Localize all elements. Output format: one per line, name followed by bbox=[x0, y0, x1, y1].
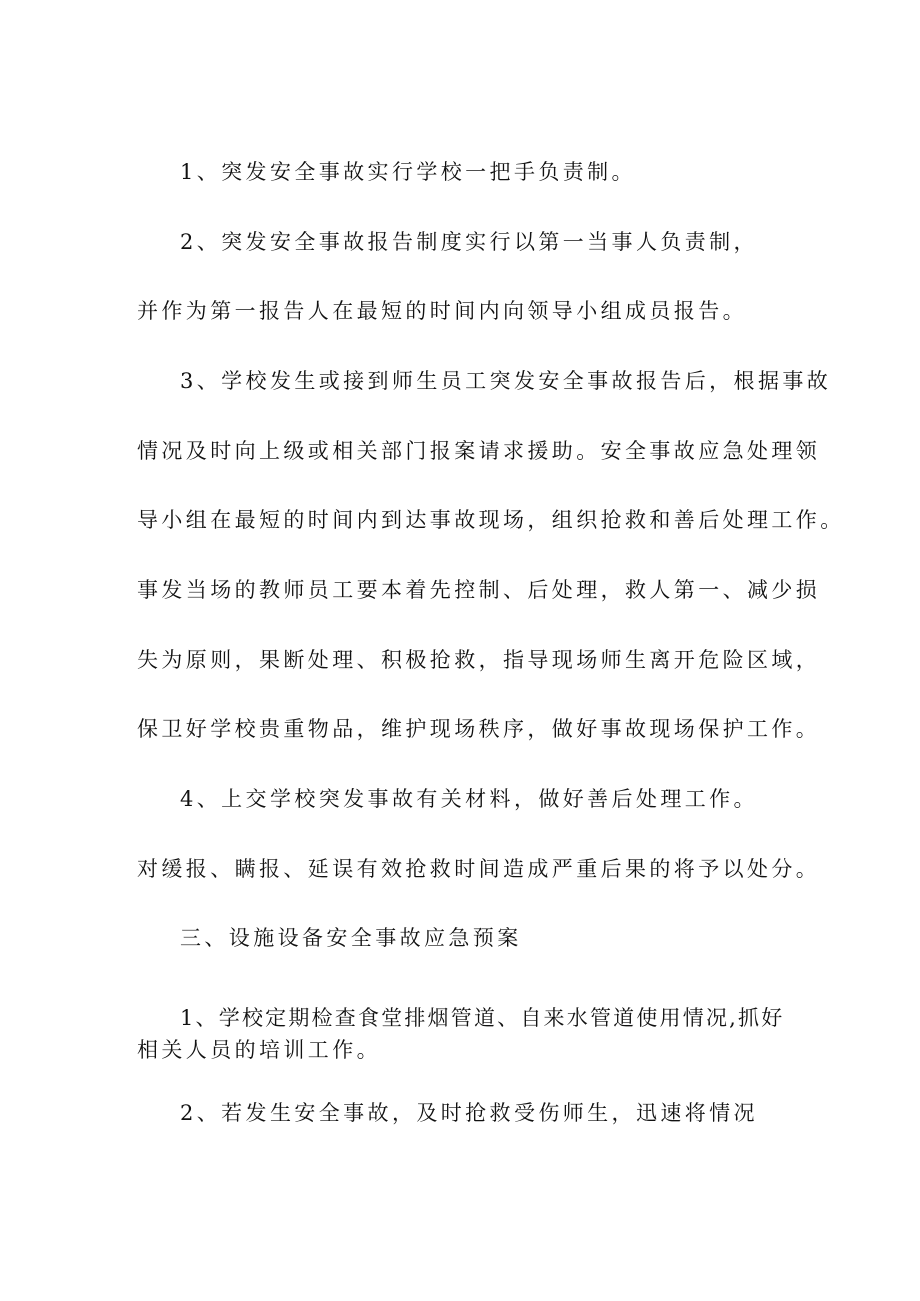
paragraph-line-9: 保卫好学校贵重物品，维护现场秩序，做好事故现场保护工作。 bbox=[137, 717, 821, 741]
paragraph-line-10: 4、上交学校突发事故有关材料，做好善后处理工作。 bbox=[180, 787, 758, 811]
paragraph-line-11: 对缓报、瞒报、延误有效抢救时间造成严重后果的将予以处分。 bbox=[137, 857, 821, 881]
paragraph-line-7: 事发当场的教师员工要本着先控制、后处理，救人第一、减少损 bbox=[137, 578, 821, 602]
paragraph-line-6: 导小组在最短的时间内到达事故现场，组织抢救和善后处理工作。 bbox=[137, 508, 845, 532]
paragraph-line-5: 情况及时向上级或相关部门报案请求援助。安全事故应急处理领 bbox=[137, 439, 821, 463]
paragraph-line-3: 并作为第一报告人在最短的时间内向领导小组成员报告。 bbox=[137, 299, 747, 323]
paragraph-line-1: 1、突发安全事故实行学校一把手负责制。 bbox=[180, 160, 636, 184]
paragraph-line-15: 2、若发生安全事故，及时抢救受伤师生，迅速将情况 bbox=[180, 1101, 758, 1125]
paragraph-line-13: 1、学校定期检查食堂排烟管道、自来水管道使用情况,抓好 bbox=[180, 1006, 785, 1030]
paragraph-line-14: 相关人员的培训工作。 bbox=[137, 1038, 381, 1062]
section-heading: 三、设施设备安全事故应急预案 bbox=[180, 926, 522, 950]
paragraph-line-2: 2、突发安全事故报告制度实行以第一当事人负责制， bbox=[180, 230, 758, 254]
paragraph-line-8: 失为原则，果断处理、积极抢救，指导现场师生离开危险区域， bbox=[137, 648, 821, 672]
paragraph-line-4: 3、学校发生或接到师生员工突发安全事故报告后，根据事故 bbox=[180, 369, 832, 393]
